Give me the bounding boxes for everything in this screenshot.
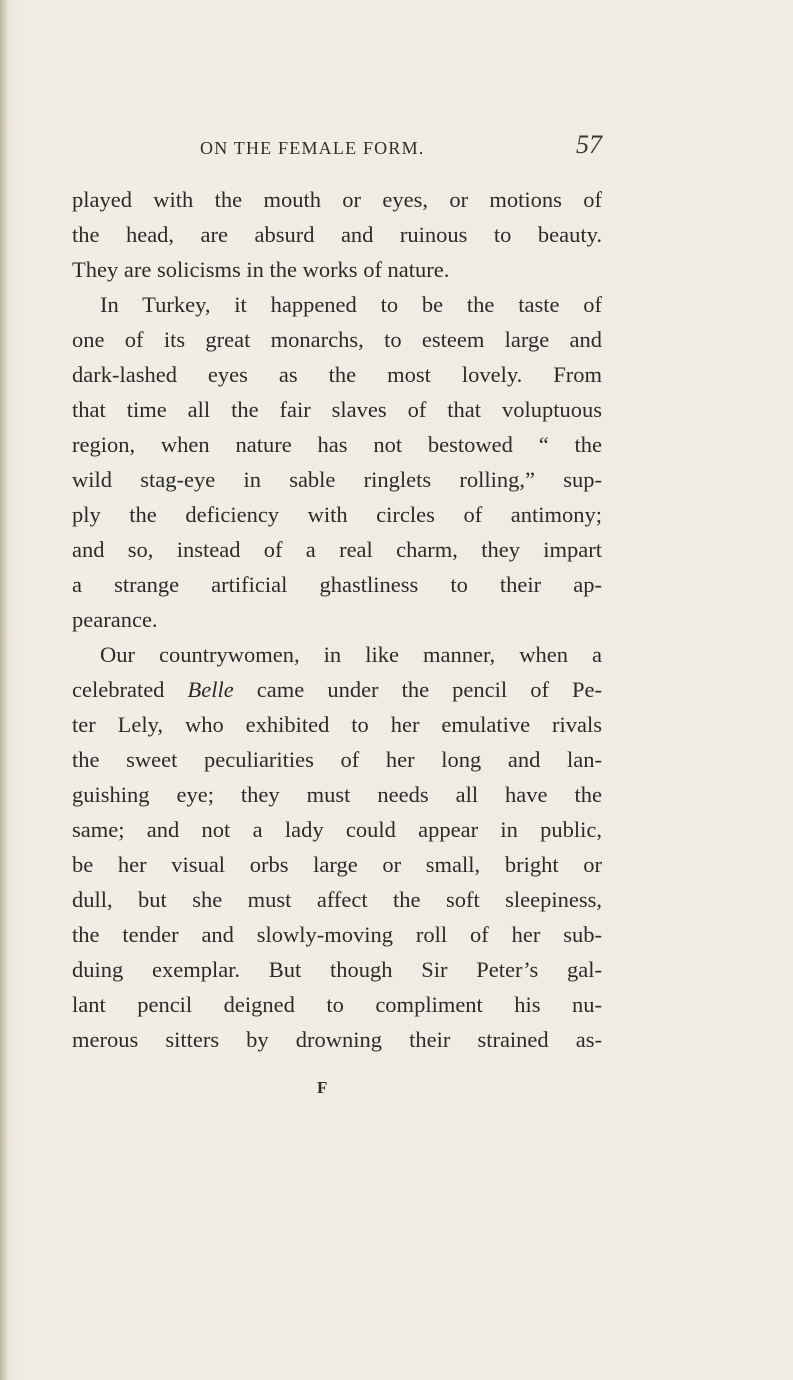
text-line: ter Lely, who exhibited to her emulative rivals xyxy=(72,712,602,737)
text-line: dark-lashed eyes as the most lovely. From xyxy=(72,362,602,387)
text-line: the head, are absurd and ruinous to beauty. xyxy=(72,222,602,247)
text-line: and so, instead of a real charm, they impart xyxy=(72,537,602,562)
text-line: the sweet peculiarities of her long and lan- xyxy=(72,747,602,772)
text-line: duing exemplar. But though Sir Peter’s gal- xyxy=(72,957,602,982)
text-fragment: came under the pencil of Pe- xyxy=(233,677,602,702)
text-fragment: celebrated xyxy=(72,677,188,702)
text-line: They are solicisms in the works of nature. xyxy=(72,257,450,282)
text-line: dull, but she must affect the soft sleepiness, xyxy=(72,887,602,912)
text-line: pearance. xyxy=(72,607,158,632)
signature-mark: F xyxy=(317,1078,328,1097)
text-line: guishing eye; they must needs all have the xyxy=(72,782,602,807)
text-line: ply the deficiency with circles of antimony; xyxy=(72,502,602,527)
running-head: ON THE FEMALE FORM. xyxy=(200,138,425,158)
text-line: played with the mouth or eyes, or motions of xyxy=(72,187,602,212)
text-line: lant pencil deigned to compliment his nu- xyxy=(72,992,602,1017)
text-line: a strange artificial ghastliness to their ap- xyxy=(72,572,602,597)
italic-word: Belle xyxy=(187,677,234,702)
text-line: that time all the fair slaves of that voluptuous xyxy=(72,397,602,422)
text-line: region, when nature has not bestowed “ the xyxy=(72,432,602,457)
page-number: 57 xyxy=(576,130,602,159)
text-line xyxy=(72,672,602,707)
text-line: the tender and slowly-moving roll of her sub- xyxy=(72,922,602,947)
text-line: Our countrywomen, in like manner, when a xyxy=(100,642,602,667)
page-header xyxy=(72,130,602,164)
text-line: wild stag-eye in sable ringlets rolling,” sup- xyxy=(72,467,602,492)
text-line: one of its great monarchs, to esteem large and xyxy=(72,327,602,352)
page-spine-edge xyxy=(0,0,8,1380)
text-line: same; and not a lady could appear in public, xyxy=(72,817,602,842)
text-line: In Turkey, it happened to be the taste of xyxy=(100,292,602,317)
body-text xyxy=(72,182,602,1057)
text-line: merous sitters by drowning their strained as- xyxy=(72,1027,602,1052)
text-line: be her visual orbs large or small, bright or xyxy=(72,852,602,877)
